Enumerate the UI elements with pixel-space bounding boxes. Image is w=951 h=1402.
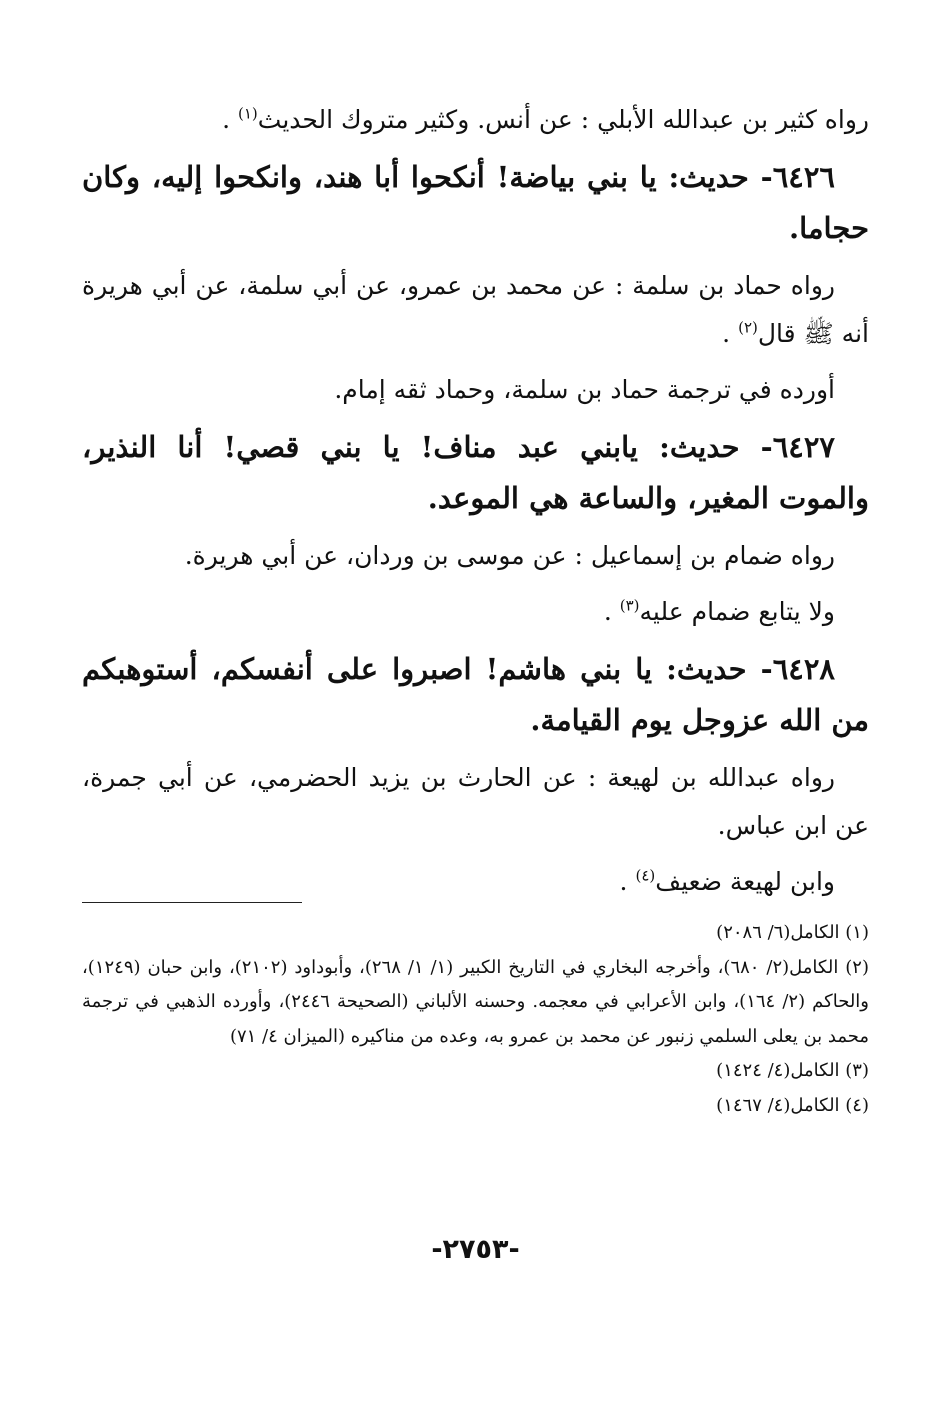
footnote-item: (٢) الكامل(٢/ ٦٨٠)، وأخرجه البخاري في التاريخ الكبير (١/ ١/ ٢٦٨)، وأبوداود (٢١٠٢)، وابن حبان (١٢٤٩)، والحاكم (٢/ ١٦٤)، وابن الأعرابي في معجمه. وحسنه الألباني (الصحيحة ٢٤٤٦)، وأورده الذهبي في ترجمة محمد بن يعلى السلمي زنبور عن محمد بن عمرو به، وعده من مناكيره (الميزان ٤/ ٧١) <box>82 956 869 1047</box>
body-paragraph <box>82 96 869 144</box>
footnote-marker[interactable]: (٣) <box>619 596 640 615</box>
body-paragraph <box>82 262 869 358</box>
paragraph-tail: . <box>603 597 620 626</box>
footnote-marker[interactable]: (٤) <box>635 866 656 885</box>
page-number: -٢٧٥٣- <box>431 1234 520 1265</box>
footnote-marker[interactable]: (٢) <box>738 318 758 337</box>
hadith-heading: ٦٤٢٦- حديث: يا بني بياضة! أنكحوا أبا هند، وانكحوا إليه، وكان حجاما. <box>82 160 869 245</box>
paragraph-text: وابن لهيعة ضعيف <box>655 867 835 896</box>
paragraph-tail: . <box>222 105 238 134</box>
hadith-heading: ٦٤٢٨- حديث: يا بني هاشم! اصبروا على أنفسكم، أستوهبكم من الله عزوجل يوم القيامة. <box>82 652 869 737</box>
paragraph-tail: . <box>619 867 636 896</box>
footnote-item: (٤) الكامل(٤/ ١٤٦٧) <box>716 1094 869 1116</box>
footnote-divider <box>82 902 302 903</box>
body-paragraph <box>82 858 869 906</box>
paragraph-text: رواه حماد بن سلمة : عن محمد بن عمرو، عن أبي سلمة، عن أبي هريرة أنه ﷺ قال <box>82 271 869 348</box>
footnotes-section <box>82 916 869 1123</box>
footnote-marker[interactable]: (١) <box>238 104 258 123</box>
body-paragraph: أورده في ترجمة حماد بن سلمة، وحماد ثقه إمام. <box>334 375 835 404</box>
hadith-heading: ٦٤٢٧- حديث: يابني عبد مناف! يا بني قصي! أنا النذير، والموت المغير، والساعة هي الموعد. <box>82 430 869 515</box>
paragraph-text: ولا يتابع ضمام عليه <box>639 597 835 626</box>
footnote-item: (٣) الكامل(٤/ ١٤٢٤) <box>716 1060 869 1081</box>
body-paragraph: رواه عبدالله بن لهيعة : عن الحارث بن يزيد الحضرمي، عن أبي جمرة، عن ابن عباس. <box>82 763 869 840</box>
paragraph-text: رواه كثير بن عبدالله الأبلي : عن أنس. وكثير متروك الحديث <box>257 105 869 134</box>
body-paragraph: رواه ضمام بن إسماعيل : عن موسى بن وردان، عن أبي هريرة. <box>184 541 835 570</box>
paragraph-tail: . <box>722 319 739 348</box>
body-paragraph <box>82 588 869 636</box>
footnote-item: (١) الكامل(٦/ ٢٠٨٦) <box>716 922 869 943</box>
